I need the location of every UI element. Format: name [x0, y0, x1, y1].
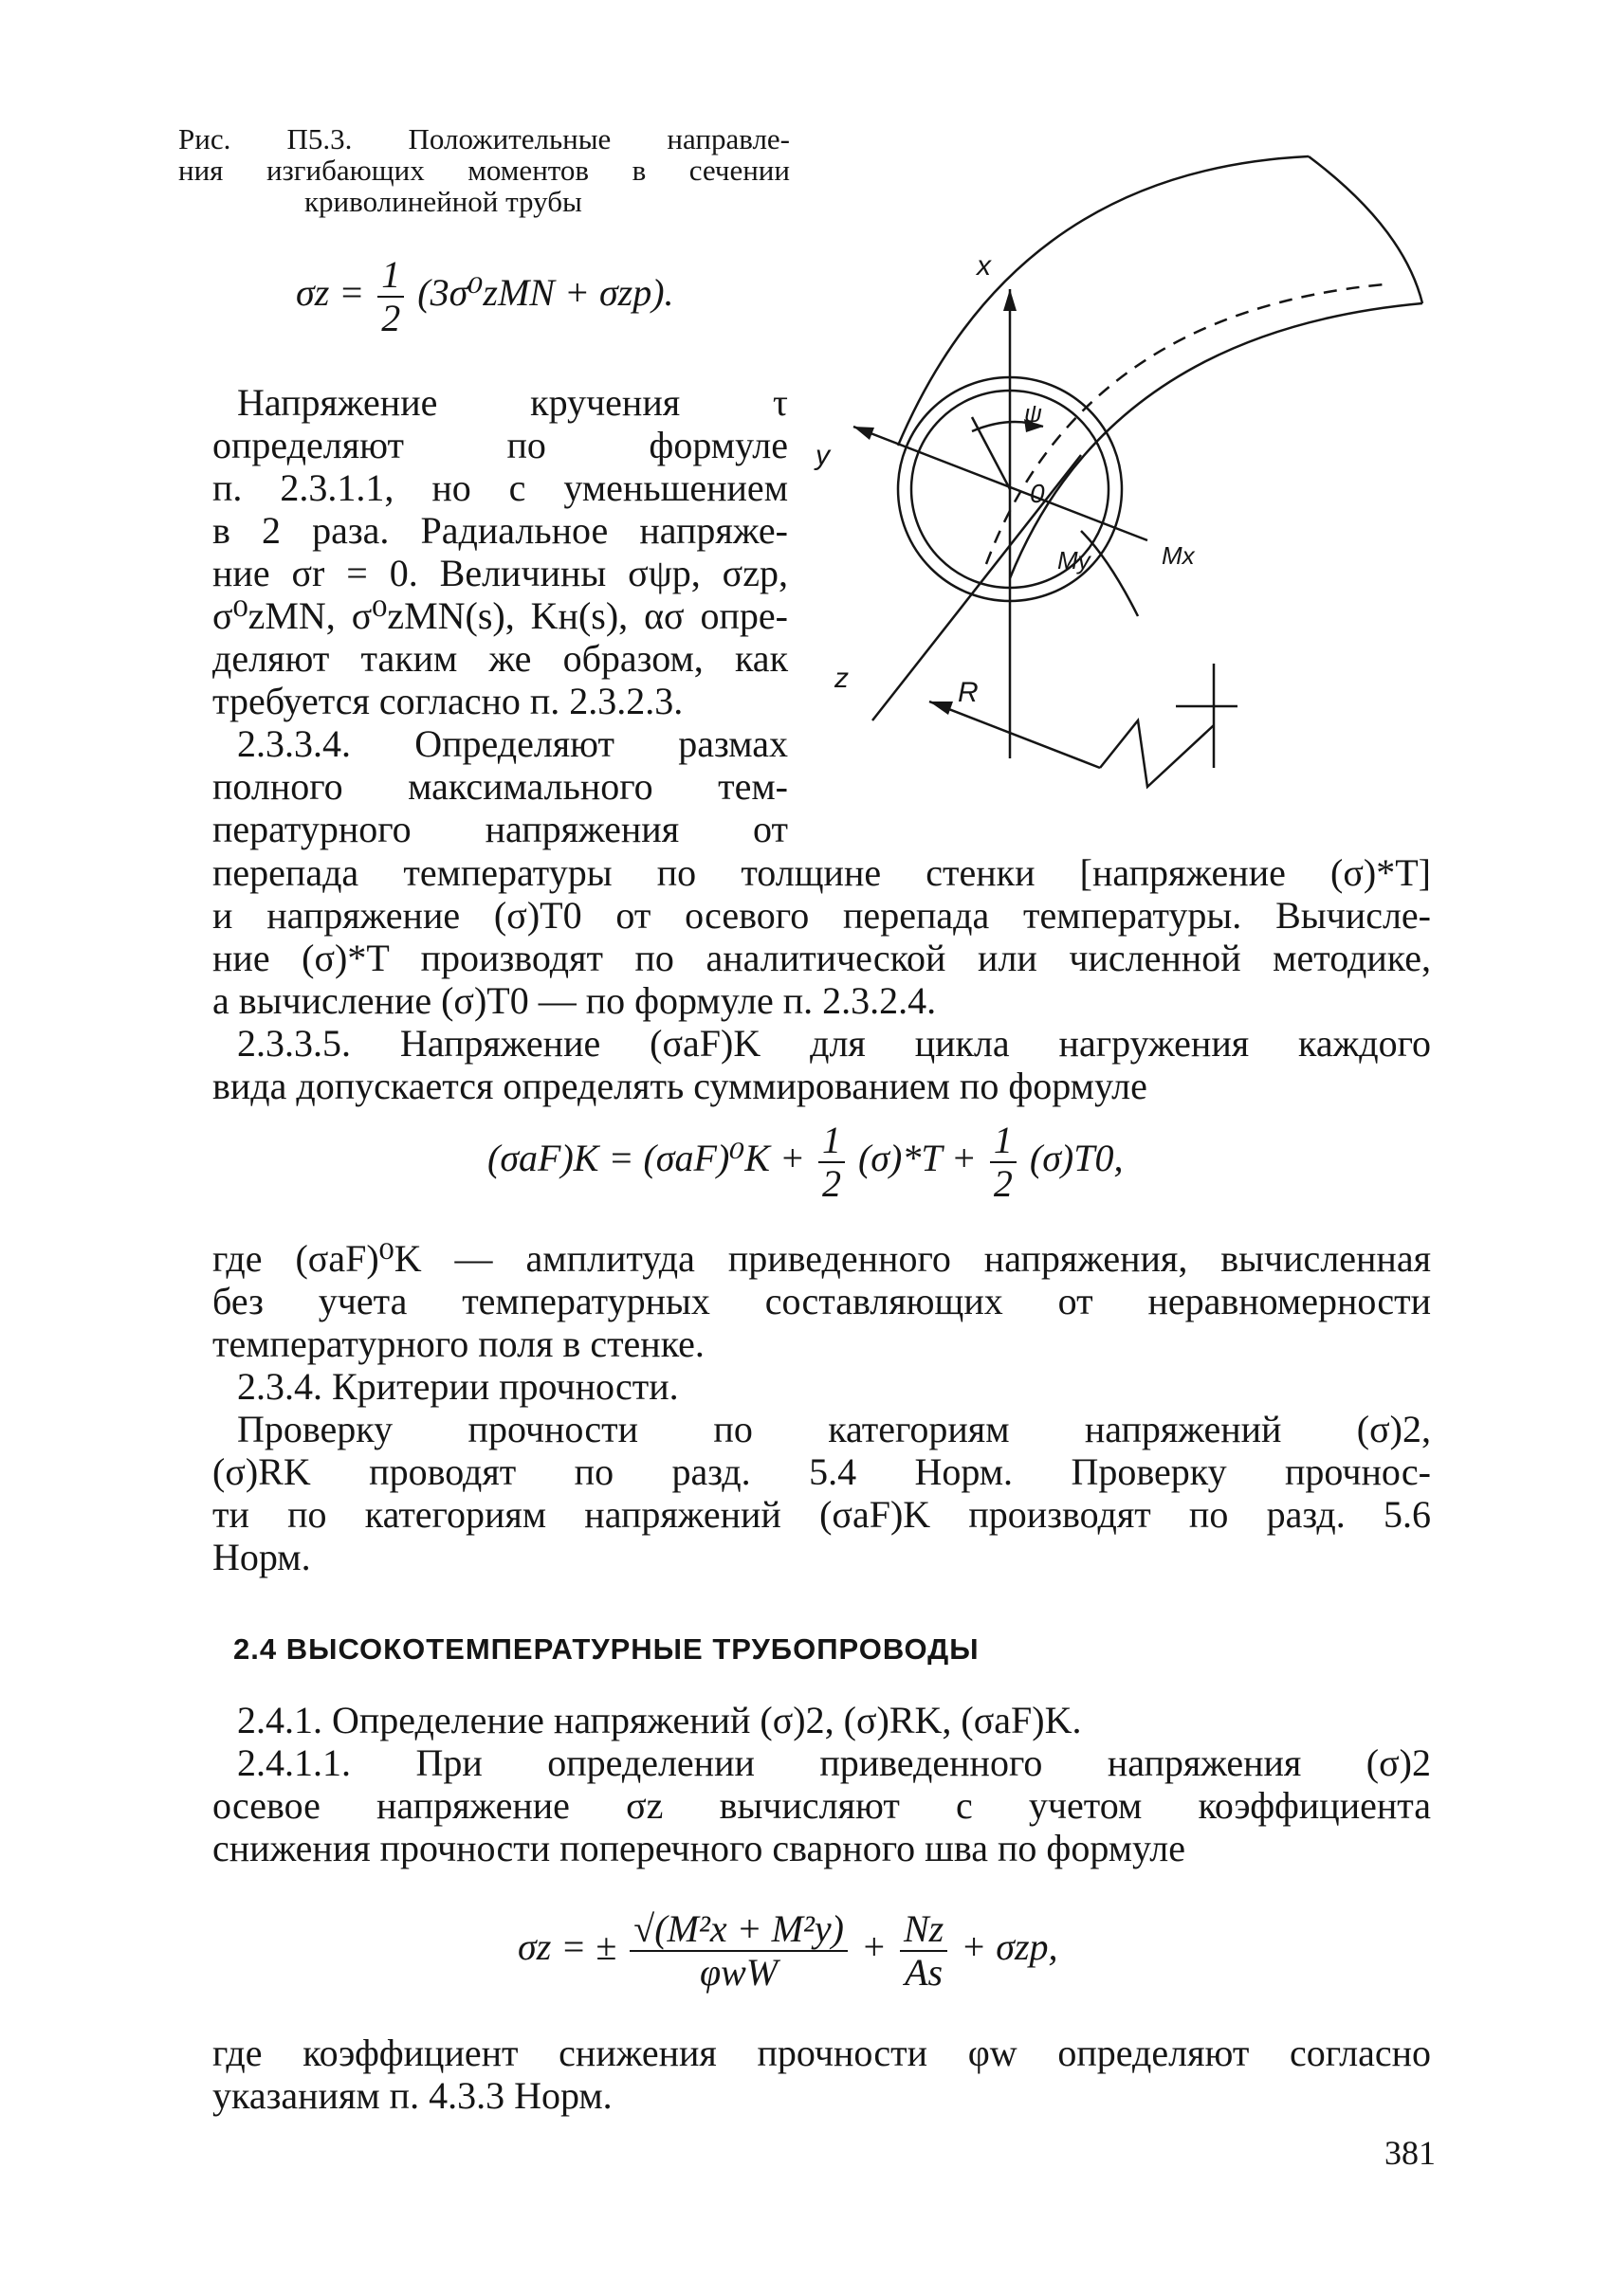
formula-lhs: σz = ± — [518, 1925, 617, 1969]
body-text — [212, 851, 1431, 1107]
formula-rhs: (3σ⁰zMN + σzp). — [417, 271, 674, 315]
text-line: в 2 раза. Радиальное напряже- — [212, 509, 788, 552]
formula-fraction — [818, 1121, 845, 1203]
figure-caption — [178, 123, 790, 217]
formula-fraction — [630, 1907, 848, 1994]
body-text-2 — [212, 1237, 1431, 1578]
psi-ray — [972, 417, 1010, 489]
text-line: Напряжение кручения τ — [237, 381, 788, 424]
label-z: z — [834, 663, 849, 694]
formula-mid: (σ)*T + — [857, 1137, 977, 1180]
formula-saf — [487, 1121, 1124, 1203]
text-line: 2.4.1. Определение напряжений (σ)2, (σ)RK, (σaF)K. — [237, 1699, 1082, 1741]
caption-line-1: Рис. П5.3. Положительные направле- — [178, 122, 790, 155]
formula-lhs: (σaF)K = (σaF)⁰K + — [487, 1137, 805, 1180]
text-line: где коэффициент снижения прочности φw определяют согласно — [212, 2032, 1431, 2074]
fraction-denominator: 2 — [993, 1162, 1013, 1205]
text-line: и напряжение (σ)T0 от осевого перепада температуры. Вычисле- — [212, 894, 1431, 937]
formula-fraction — [990, 1121, 1017, 1203]
text-line: снижения прочности поперечного сварного шва по формуле — [212, 1827, 1186, 1869]
formula-fraction — [377, 253, 404, 339]
section-heading: 2.4 ВЫСОКОТЕМПЕРАТУРНЫЕ ТРУБОПРОВОДЫ — [233, 1632, 980, 1666]
text-line: осевое напряжение σz вычисляют с учетом коэффициента — [212, 1784, 1431, 1827]
text-line: (σ)RK проводят по разд. 5.4 Норм. Проверку прочнос- — [212, 1450, 1431, 1493]
text-line: указаниям п. 4.3.3 Норм. — [212, 2074, 613, 2117]
caption-line-2: ния изгибающих моментов в сечении — [178, 154, 790, 187]
pipe-outer-edge-upper — [898, 156, 1309, 446]
text-line: Норм. — [212, 1536, 311, 1578]
label-r: R — [958, 677, 979, 708]
formula-final — [518, 1907, 1058, 1994]
pipe-outer-edge-lower — [1010, 303, 1422, 578]
caption-line-3: криволинейной трубы — [304, 185, 582, 218]
text-line: где (σaF)⁰K — амплитуда приведенного напряжения, вычисленная — [212, 1237, 1431, 1280]
fraction-numerator: 1 — [377, 256, 404, 298]
label-my: My — [1057, 546, 1091, 574]
fraction-numerator: Nz — [900, 1910, 947, 1952]
axis-y-arrowhead — [853, 427, 874, 440]
final-text — [212, 2032, 1431, 2117]
text-line: 2.4.1.1. При определении приведенного напряжения (σ)2 — [237, 1741, 1431, 1784]
page-number: 381 — [1384, 2134, 1436, 2172]
label-psi: ψ — [1024, 399, 1042, 428]
text-line: ние σr = 0. Величины σψp, σzp, — [212, 552, 788, 594]
column-text — [212, 381, 788, 850]
formula-plus: + — [860, 1925, 887, 1969]
formula-end: (σ)T0, — [1029, 1137, 1124, 1180]
radius-break-mark — [1100, 720, 1214, 787]
fraction-numerator: 1 — [818, 1121, 845, 1163]
text-line: Проверку прочности по категориям напряжений (σ)2, — [237, 1408, 1431, 1450]
text-line: ти по категориям напряжений (σaF)K производят по разд. 5.6 — [212, 1493, 1431, 1536]
text-line: п. 2.3.1.1, но с уменьшением — [212, 466, 788, 509]
fraction-denominator: 2 — [821, 1162, 841, 1205]
text-line: температурного поля в стенке. — [212, 1322, 705, 1365]
text-line: без учета температурных составляющих от неравномерности — [212, 1280, 1431, 1322]
pipe-end-arc — [1309, 156, 1422, 303]
radius-r-line — [929, 702, 1100, 768]
pipe-bend-diagram — [797, 114, 1479, 825]
text-line: полного максимального тем- — [212, 765, 788, 808]
fraction-denominator: As — [905, 1951, 944, 1994]
formula-end: + σzp, — [961, 1925, 1058, 1969]
fraction-numerator: √(M²x + M²y) — [630, 1910, 848, 1952]
text-line: определяют по формуле — [212, 424, 788, 466]
text-line: требуется согласно п. 2.3.2.3. — [212, 680, 684, 722]
label-mx: Mx — [1162, 541, 1195, 570]
text-line: перепада температуры по толщине стенки [напряжение (σ)*T] — [212, 851, 1431, 894]
text-line: пературного напряжения от — [212, 808, 788, 850]
text-line: деляют таким же образом, как — [212, 637, 788, 680]
label-y: y — [816, 440, 830, 471]
label-x: x — [977, 250, 991, 282]
text-line: а вычисление (σ)T0 — по формуле п. 2.3.2.4. — [212, 979, 937, 1022]
fraction-denominator: φwW — [700, 1951, 779, 1994]
formula-sigma-z — [296, 253, 674, 339]
text-line: 2.3.4. Критерии прочности. — [237, 1365, 679, 1408]
text-line: 2.3.3.5. Напряжение (σaF)K для цикла нагружения каждого — [237, 1022, 1431, 1065]
text-line: 2.3.3.4. Определяют размах — [237, 722, 788, 765]
label-origin: 0 — [1030, 479, 1045, 508]
radius-arrowhead — [929, 702, 953, 715]
fraction-denominator: 2 — [381, 297, 401, 339]
section-text — [212, 1699, 1431, 1869]
formula-fraction — [900, 1907, 947, 1994]
pipe-centerline — [986, 284, 1384, 564]
formula-lhs: σz = — [296, 271, 365, 315]
text-line: вида допускается определять суммированием по формуле — [212, 1065, 1147, 1107]
text-line: ние (σ)*T производят по аналитической или численной методике, — [212, 937, 1431, 979]
fraction-numerator: 1 — [990, 1121, 1017, 1163]
text-line: σ⁰zMN, σ⁰zMN(s), Kн(s), ασ опре- — [212, 594, 788, 637]
axis-x-arrowhead — [1003, 289, 1017, 311]
